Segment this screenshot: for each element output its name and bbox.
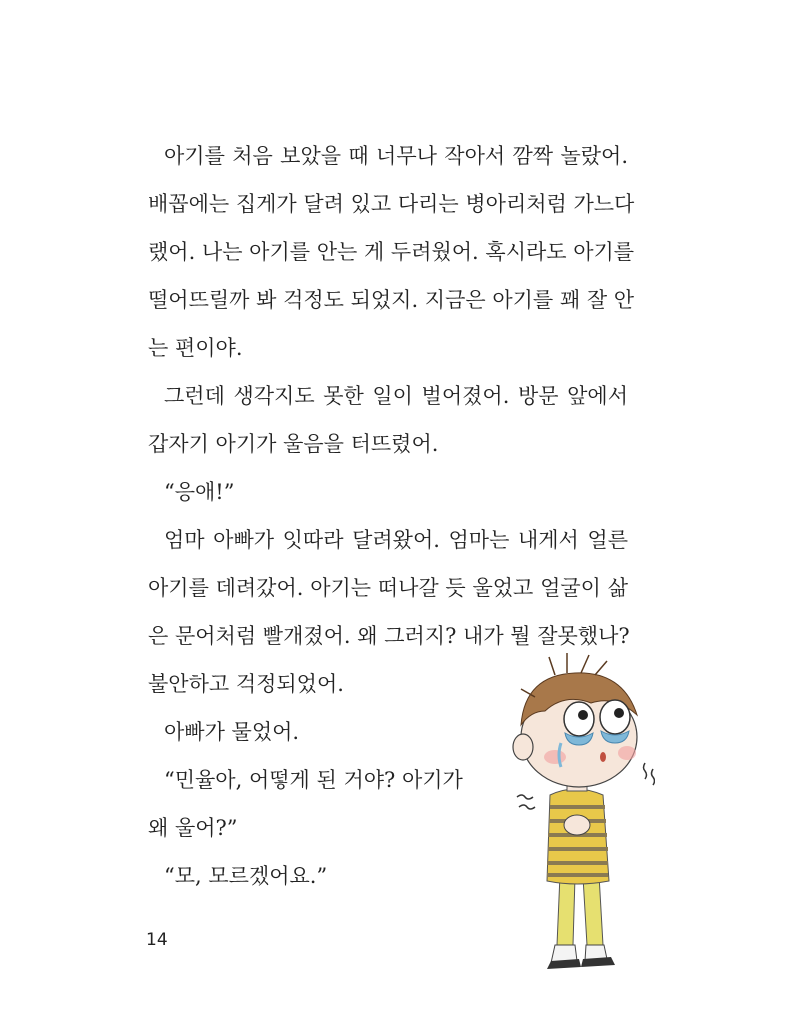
shake-lines-left: [517, 795, 535, 809]
text-line: 불안하고 걱정되었어.: [148, 672, 344, 696]
dialogue-line: 왜 울어?”: [148, 816, 238, 840]
text-line: 배꼽에는 집게가 달려 있고 다리는 병아리처럼 가느다: [148, 192, 635, 216]
text-line: 엄마 아빠가 잇따라 달려왔어. 엄마는 내게서 얼른: [164, 528, 628, 552]
page-number: 14: [146, 930, 168, 950]
text-line: 아빠가 물었어.: [164, 720, 300, 744]
text-line: 갑자기 아기가 울음을 터뜨렸어.: [148, 432, 439, 456]
text-line: 아기를 처음 보았을 때 너무나 작아서 깜짝 놀랐어.: [164, 144, 628, 168]
dialogue-line: “민율아, 어떻게 된 거야? 아기가: [164, 768, 463, 792]
shake-lines-right: [644, 763, 655, 785]
text-line: 은 문어처럼 빨개졌어. 왜 그러지? 내가 뭘 잘못했나?: [148, 624, 630, 648]
text-line: 떨어뜨릴까 봐 걱정도 되었지. 지금은 아기를 꽤 잘 안: [148, 288, 635, 312]
text-line: 랬어. 나는 아기를 안는 게 두려웠어. 혹시라도 아기를: [148, 240, 635, 264]
crying-boy-illustration: [495, 645, 655, 975]
text-line: 는 편이야.: [148, 336, 243, 360]
text-line: 아기를 데려갔어. 아기는 떠나갈 듯 울었고 얼굴이 삶: [148, 576, 628, 600]
dialogue-line: “모, 모르겠어요.”: [164, 864, 328, 888]
dialogue-line: “응애!”: [164, 480, 235, 504]
text-line: 그런데 생각지도 못한 일이 벌어졌어. 방문 앞에서: [164, 384, 628, 408]
